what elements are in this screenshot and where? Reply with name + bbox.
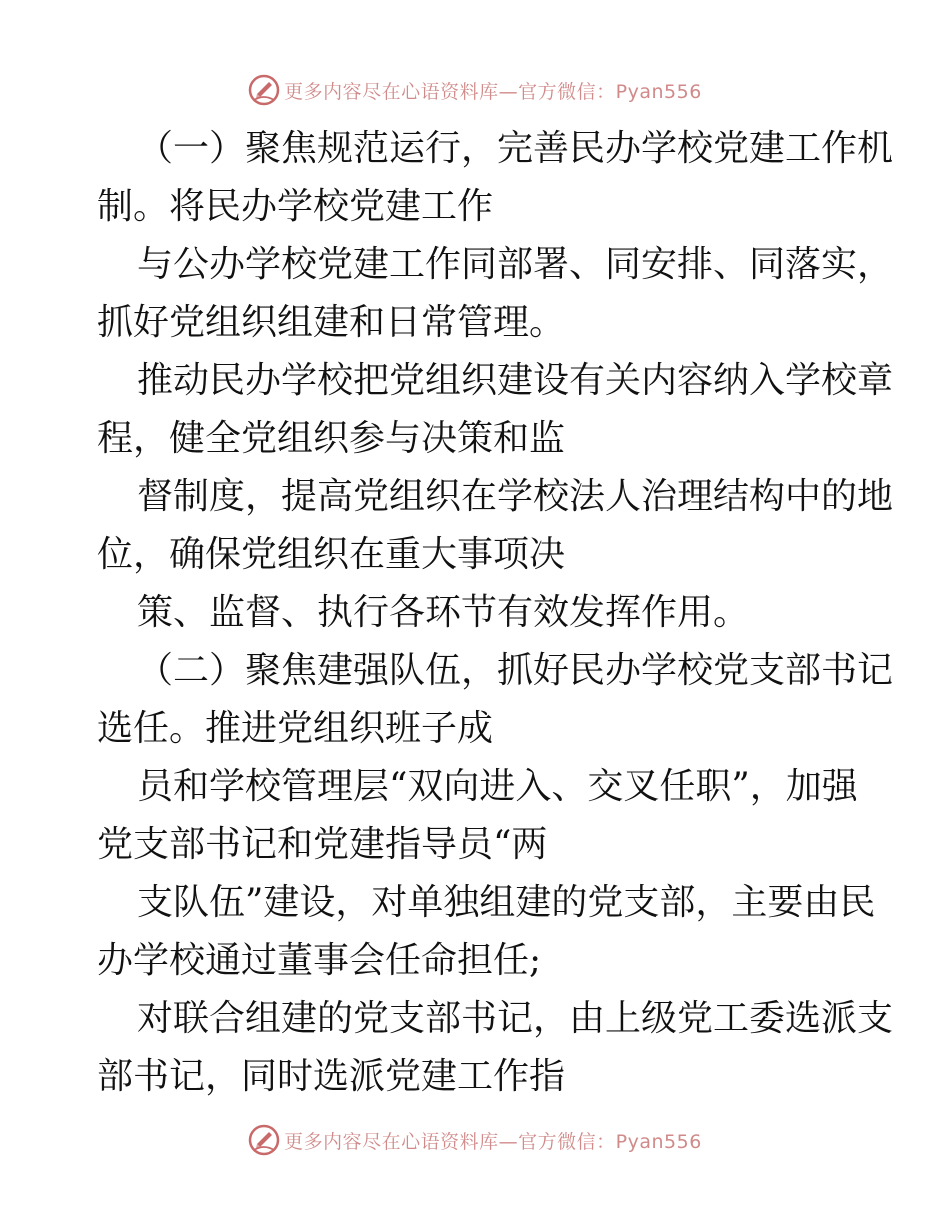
book-pen-logo-icon <box>248 74 280 106</box>
paragraph-line: 与公办学校党建工作同部署、同安排、同落实， <box>137 244 894 285</box>
watermark-text: 更多内容尽在心语资料库—官方微信：Pyan556 <box>284 1130 702 1153</box>
paragraph-line: 督制度，提高党组织在学校法人治理结构中的地 <box>137 476 894 517</box>
book-pen-logo-icon <box>248 1124 280 1156</box>
footer-watermark <box>0 1120 950 1160</box>
paragraph-line: 员和学校管理层“双向进入、交叉任职”，加强 <box>137 766 858 807</box>
paragraph-line: 部书记，同时选派党建工作指 <box>97 1056 566 1097</box>
paragraph-line: 程，健全党组织参与决策和监 <box>97 418 566 459</box>
paragraph-line: 策、监督、执行各环节有效发挥作用。 <box>137 592 750 633</box>
paragraph-line: 抓好党组织组建和日常管理。 <box>97 302 566 343</box>
paragraph-line: 办学校通过董事会任命担任; <box>97 940 542 981</box>
paragraph-line: 推动民办学校把党组织建设有关内容纳入学校章 <box>137 360 894 401</box>
paragraph-line: 位，确保党组织在重大事项决 <box>97 534 566 575</box>
paragraph-line: 支队伍”建设，对单独组建的党支部，主要由民 <box>137 882 876 923</box>
paragraph-line: 选任。推进党组织班子成 <box>97 708 494 749</box>
header-watermark <box>0 70 950 110</box>
paragraph-line: （一）聚焦规范运行，完善民办学校党建工作机 <box>137 128 894 169</box>
paragraph-line: 制。将民办学校党建工作 <box>97 186 494 227</box>
paragraph-line: 党支部书记和党建指导员“两 <box>97 824 548 865</box>
paragraph-line: （二）聚焦建强队伍，抓好民办学校党支部书记 <box>137 650 894 691</box>
watermark-text: 更多内容尽在心语资料库—官方微信：Pyan556 <box>284 80 702 103</box>
document-body <box>97 120 894 1106</box>
paragraph-line: 对联合组建的党支部书记，由上级党工委选派支 <box>137 998 894 1039</box>
